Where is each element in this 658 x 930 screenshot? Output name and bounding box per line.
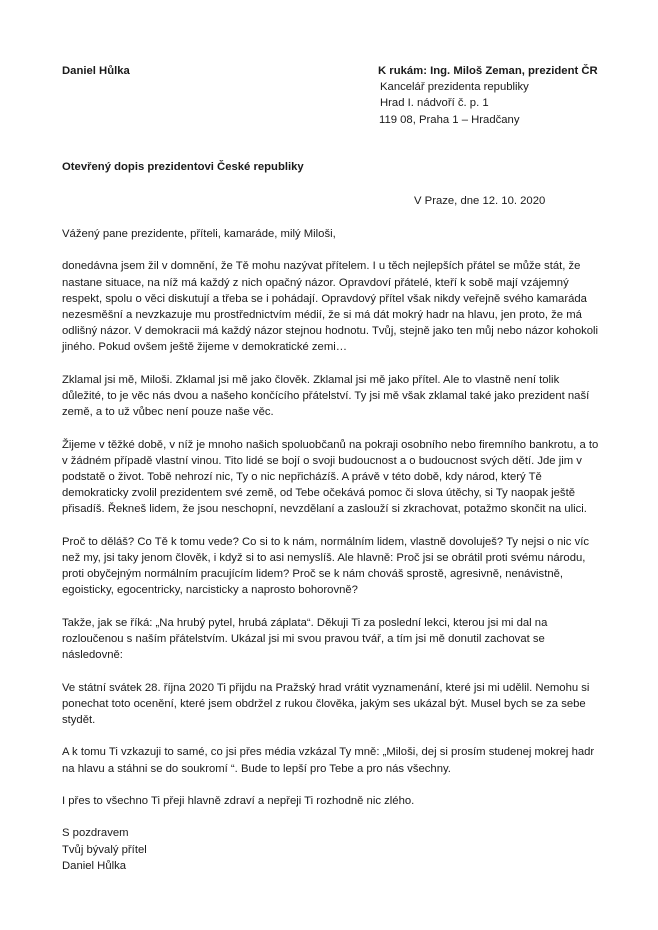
paragraph: Zklamal jsi mě, Miloši. Zklamal jsi mě jako člověk. Zklamal jsi mě jako přítel. Ale to vlastně není tolik důležité, to je věc nás dvou a našeho končícího přátelství. Ty jsi mě však zklamal také jako prezident naší země, a to už vůbec není pouze naše věc. [62, 373, 590, 419]
signature-name: Daniel Hůlka [62, 859, 127, 872]
paragraph: Takže, jak se říká: „Na hrubý pytel, hrubá záplata“. Děkuji Ti za poslední lekci, kterou jsi mi dal na rozloučenou s naším přátelstvím. Ukázal jsi mi svou pravou tvář, a tím jsi mě donutil zachovat se následovně: [62, 616, 548, 662]
salutation: Vážený pane prezidente, příteli, kamaráde, milý Miloši, [62, 228, 336, 240]
recipient-line: Kancelář prezidenta republiky [380, 81, 529, 94]
paragraph: A k tomu Ti vzkazuji to samé, co jsi přes média vzkázal Ty mně: „Miloši, dej si prosím studenej mokrej hadr na hlavu a stáhni se do soukromí “. Bude to lepší pro Tebe a pro nás všechny. [62, 746, 595, 775]
paragraph: I přes to všechno Ti přeji hlavně zdraví a nepřeji Ti rozhodně nic zlého. [62, 794, 415, 807]
letter-subject: Otevřený dopis prezidentovi České republiky [62, 161, 304, 173]
recipient-line: K rukám: Ing. Miloš Zeman, prezident ČR [378, 65, 598, 77]
recipient-address [378, 63, 638, 128]
paragraph: donedávna jsem žil v domnění, že Tě mohu nazývat přítelem. I u těch nejlepších přátel se může stát, že nastane situace, na níž má každý z nich opačný názor. Opravdoví přátelé, kteří k sobě mají vzájemný respekt, spolu o věci diskutují a třeba se i pohádají. Opravdový přítel však nikdy veřejně svého kamaráda nezesměšní a nevzkazuje mu prostřednictvím médií, že si má dát mokrý hadr na hlavu, jen proto, že má odlišný názor. V demokracii má každý názor stejnou hodnotu. Tvůj, stejně jako ten můj nebo názor kohokoli jiného. Pokud ovšem ještě žijeme v demokratické zemi… [62, 260, 599, 354]
closing-line: S pozdravem [62, 827, 129, 840]
recipient-line: 119 08, Praha 1 – Hradčany [379, 113, 520, 126]
place-date: V Praze, dne 12. 10. 2020 [414, 195, 546, 207]
paragraph: Žijeme v těžké době, v níž je mnoho našich spoluobčanů na pokraji osobního nebo firemního bankrotu, a to v žádném případě vlastní vinou. Tito lidé se bojí o svoji budoucnost a o budoucnost svých dětí. Jde jim v podstatě o život. Tobě nehrozí nic, Ty o nic nepřicházíš. A právě v této době, kdy národ, který Tě demokraticky zvolil prezidentem své země, od Tebe očekává pomoc či slova útěchy, si Ty naopak ještě přisadíš. Řekneš lidem, že jsou neschopní, nevzdělaní a zaslouží si zkrachovat, potažmo skončit na ulici. [62, 438, 599, 516]
sender-name: Daniel Hůlka [62, 65, 130, 77]
closing-line: Tvůj bývalý přítel [62, 843, 147, 856]
paragraph: Ve státní svátek 28. října 2020 Ti přijdu na Pražský hrad vrátit vyznamenání, které jsi mi udělil. Nemohu si ponechat toto ocenění, které jsem obdržel z rukou člověka, jakým ses ukázal být. Musel bych se za sebe stydět. [62, 681, 590, 726]
paragraph: Proč to děláš? Co Tě k tomu vede? Co si to k nám, normálním lidem, vlastně dovoluješ? Ty nejsi o nic víc než my, jsi taky jenom člověk, i když si to asi nemyslíš. Ale hlavně: Proč jsi se obrátil proti svému národu, proti obyčejným normálním pracujícím lidem? Proč se k nám chováš sprostě, agresivně, nenávistně, egoisticky, egocentricky, narcisticky a naprosto bohorovně? [62, 535, 590, 597]
closing [62, 825, 600, 874]
recipient-line: Hrad I. nádvoří č. p. 1 [380, 97, 489, 110]
letter-body [62, 226, 600, 874]
